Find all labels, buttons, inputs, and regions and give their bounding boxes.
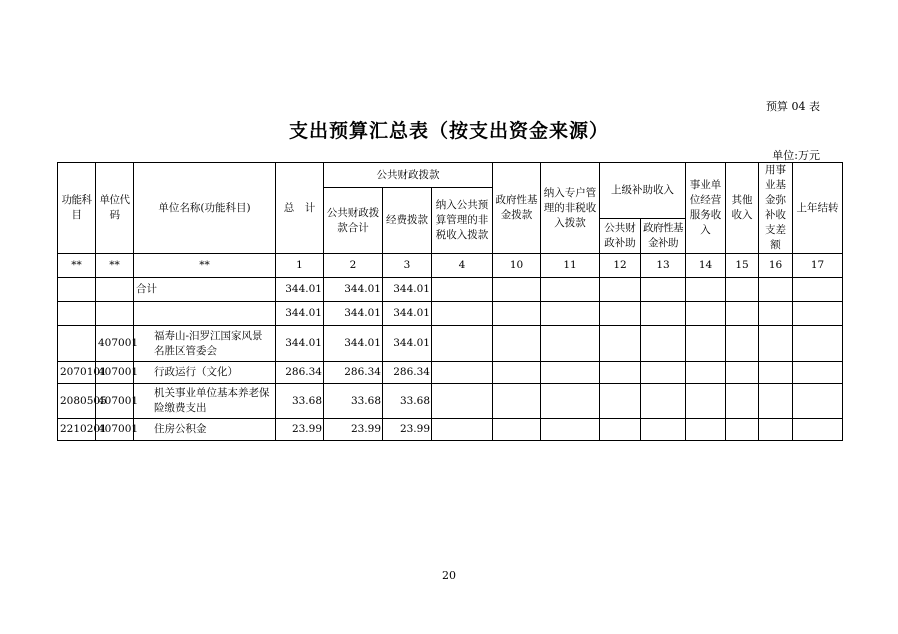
budget-table [57,162,843,441]
table-row [58,326,843,362]
row-operating: 23.99 [383,419,432,441]
row-unit-code: 407001 [96,362,134,384]
table-row [58,419,843,441]
row-operating: 33.68 [383,384,432,419]
column-index: 3 [383,254,432,278]
page-number: 20 [442,569,456,582]
row-unit-code [96,302,134,326]
row-unit-code: 407001 [96,419,134,441]
row-total: 344.01 [276,326,324,362]
header-superior-subsidy: 上级补助收入 [600,163,686,219]
row-name: 机关事业单位基本养老保险缴费支出 [134,384,276,419]
row-name: 住房公积金 [134,419,276,441]
row-public-total: 344.01 [324,302,383,326]
column-index: 13 [641,254,686,278]
table-row [58,278,843,302]
row-public-total: 33.68 [324,384,383,419]
row-name: 福寿山-汨罗江国家风景名胜区管委会 [134,326,276,362]
column-index: 14 [686,254,726,278]
table-row [58,302,843,326]
row-total: 344.01 [276,278,324,302]
header-business-fund: 用事业基金弥补收支差额 [759,163,793,254]
row-unit-code: 407001 [96,326,134,362]
row-unit-code [96,278,134,302]
column-index: 4 [432,254,493,278]
header-special-non-tax: 纳入专户管理的非税收入拨款 [541,163,600,254]
row-public-total: 344.01 [324,278,383,302]
column-index-row [58,254,843,278]
page-title: 支出预算汇总表（按支出资金来源） [288,120,609,142]
row-total: 286.34 [276,362,324,384]
row-public-total: 23.99 [324,419,383,441]
row-name: 行政运行（文化） [134,362,276,384]
header-unit-name: 单位名称(功能科目) [134,163,276,254]
row-name: 合计 [134,278,276,302]
column-index: ** [58,254,96,278]
header-public-finance-total: 公共财政拨款合计 [324,188,383,254]
header-carry-over: 上年结转 [793,163,843,254]
form-number: 预算 04 表 [766,100,820,113]
header-operating-funds: 经费拨款 [383,188,432,254]
header-non-tax-revenue: 纳入公共预算管理的非税收入拨款 [432,188,493,254]
table-row [58,362,843,384]
column-index: 1 [276,254,324,278]
table-row [58,384,843,419]
unit-label: 单位:万元 [772,149,820,162]
column-index: 17 [793,254,843,278]
column-index: 12 [600,254,641,278]
header-total: 总 计 [276,163,324,254]
column-index: 11 [541,254,600,278]
header-func-code: 功能科目 [58,163,96,254]
header-public-finance-subsidy: 公共财政补助 [600,219,641,254]
row-func-code [58,278,96,302]
row-func-code: 2210201 [58,419,96,441]
row-unit-code: 407001 [96,384,134,419]
row-operating: 286.34 [383,362,432,384]
row-public-total: 286.34 [324,362,383,384]
row-operating: 344.01 [383,302,432,326]
column-index: 10 [493,254,541,278]
column-index: 16 [759,254,793,278]
row-total: 344.01 [276,302,324,326]
header-gov-fund-subsidy: 政府性基金补助 [641,219,686,254]
column-index: 2 [324,254,383,278]
row-operating: 344.01 [383,326,432,362]
header-unit-code: 单位代码 [96,163,134,254]
header-public-finance: 公共财政拨款 [324,163,493,188]
header-business-service: 事业单位经营服务收入 [686,163,726,254]
header-gov-fund: 政府性基金拨款 [493,163,541,254]
row-name [134,302,276,326]
row-func-code [58,302,96,326]
header-other-income: 其他收入 [726,163,759,254]
row-public-total: 344.01 [324,326,383,362]
row-operating: 344.01 [383,278,432,302]
row-total: 33.68 [276,384,324,419]
row-func-code: 2070101 [58,362,96,384]
column-index: ** [96,254,134,278]
row-total: 23.99 [276,419,324,441]
row-func-code: 2080505 [58,384,96,419]
column-index: ** [134,254,276,278]
column-index: 15 [726,254,759,278]
row-func-code [58,326,96,362]
